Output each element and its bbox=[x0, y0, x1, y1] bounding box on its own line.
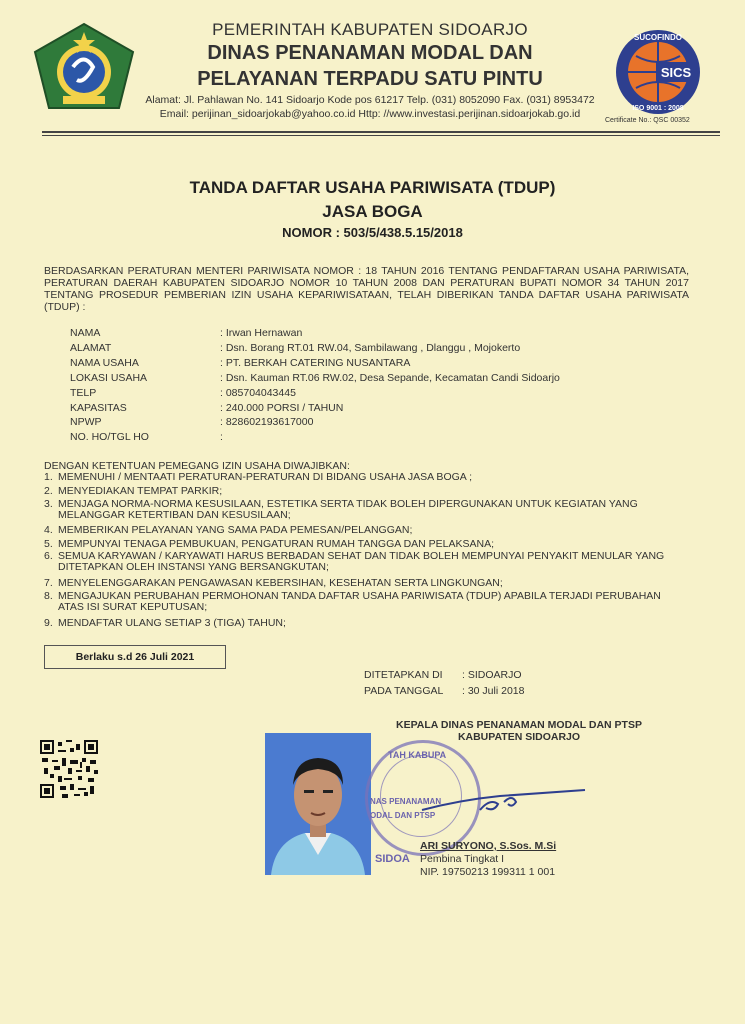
field-label: ALAMAT bbox=[70, 342, 112, 354]
field-value: : bbox=[220, 431, 223, 443]
field-row bbox=[70, 372, 670, 387]
condition-text: SEMUA KARYAWAN / KARYAWATI HARUS BERBADAN SEHAT DAN TIDAK BOLEH MEMPUNYAI PENYAKIT MENULAR YANG DITETAPKAN OLEH INSTANSI YANG BERSANGKUTAN; bbox=[58, 550, 665, 573]
condition-item bbox=[44, 472, 689, 484]
field-row bbox=[70, 387, 670, 402]
issued-date-value: : 30 Juli 2018 bbox=[462, 685, 525, 697]
field-label: TELP bbox=[70, 387, 97, 399]
field-label: KAPASITAS bbox=[70, 402, 127, 414]
condition-text: MEMPUNYAI TENAGA PEMBUKUAN, PENGATURAN RUMAH TANGGA DAN PELAKSANA; bbox=[58, 538, 495, 550]
condition-item bbox=[44, 618, 689, 630]
signatory-name: ARI SURYONO, S.Sos. M.Si bbox=[420, 840, 557, 852]
header-agency bbox=[150, 40, 590, 92]
sucofindo-logo bbox=[612, 28, 704, 118]
header-government: PEMERINTAH KABUPATEN SIDOARJO bbox=[212, 20, 528, 39]
condition-text: MENGAJUKAN PERUBAHAN PERMOHONAN TANDA DAFTAR USAHA PARIWISATA (TDUP) APABILA TERJADI PERUBAHAN ATAS ISI SURAT KEPUTUSAN; bbox=[58, 590, 661, 613]
condition-text: MEMENUHI / MENTAATI PERATURAN-PERATURAN DI BIDANG USAHA JASA BOGA ; bbox=[58, 471, 473, 483]
stamp-text-top: TAH KABUPA bbox=[388, 750, 447, 760]
document-number: NOMOR : 503/5/438.5.15/2018 bbox=[282, 225, 463, 240]
condition-number: 5. bbox=[44, 538, 53, 550]
header-divider bbox=[42, 131, 720, 133]
validity-box bbox=[44, 645, 226, 669]
header-email: Email: perijinan_sidoarjokab@yahoo.co.id Http: //www.investasi.perijinan.sidoarjokab.go.id bbox=[159, 108, 581, 120]
header-agency-line2: PELAYANAN TERPADU SATU PINTU bbox=[197, 68, 543, 90]
condition-item bbox=[44, 551, 689, 575]
condition-item bbox=[44, 499, 689, 523]
signatory-title bbox=[364, 719, 674, 743]
field-value: : Dsn. Kauman RT.06 RW.02, Desa Sepande, Kecamatan Candi Sidoarjo bbox=[220, 372, 560, 384]
cert-logo-top: SUCOFINDO bbox=[634, 33, 682, 42]
header-contact bbox=[120, 93, 620, 121]
stamp-text-mid2: ODAL DAN PTSP bbox=[370, 811, 436, 820]
stamp-text-mid1: NAS PENANAMAN bbox=[370, 797, 442, 806]
field-label: NPWP bbox=[70, 416, 102, 428]
condition-number: 9. bbox=[44, 617, 53, 629]
conditions-heading: DENGAN KETENTUAN PEMEGANG IZIN USAHA DIWAJIBKAN: bbox=[44, 460, 350, 472]
signatory-title-line1: KEPALA DINAS PENANAMAN MODAL DAN PTSP bbox=[396, 719, 642, 731]
field-value: : 085704043445 bbox=[220, 387, 296, 399]
signatory-nip: NIP. 19750213 199311 1 001 bbox=[420, 866, 556, 878]
document-subtitle: JASA BOGA bbox=[322, 202, 423, 221]
condition-number: 4. bbox=[44, 524, 53, 536]
field-row bbox=[70, 416, 670, 431]
field-label: LOKASI USAHA bbox=[70, 372, 148, 384]
issued-place-label: DITETAPKAN DI bbox=[364, 669, 443, 681]
cert-logo-mid: SICS bbox=[660, 65, 692, 80]
field-label: NAMA USAHA bbox=[70, 357, 139, 369]
field-row bbox=[70, 402, 670, 417]
applicant-photo bbox=[265, 733, 371, 875]
condition-number: 2. bbox=[44, 485, 53, 497]
condition-item bbox=[44, 486, 689, 498]
field-row bbox=[70, 342, 670, 357]
field-value: : Dsn. Borang RT.01 RW.04, Sambilawang , Dlanggu , Mojokerto bbox=[220, 342, 521, 354]
field-row bbox=[70, 431, 670, 446]
condition-number: 3. bbox=[44, 498, 53, 510]
field-value: : 828602193617000 bbox=[220, 416, 314, 428]
header-agency-line1: DINAS PENANAMAN MODAL DAN bbox=[207, 42, 533, 64]
qr-code bbox=[40, 740, 98, 798]
validity-text: Berlaku s.d 26 Juli 2021 bbox=[75, 651, 195, 663]
condition-text: MENYELENGGARAKAN PENGAWASAN KEBERSIHAN, KESEHATAN SERTA LINGKUNGAN; bbox=[58, 577, 503, 589]
intro-paragraph: BERDASARKAN PERATURAN MENTERI PARIWISATA NOMOR : 18 TAHUN 2016 TENTANG PENDAFTARAN USAHA PARIWISATA, PERATURAN DAERAH KABUPATEN SIDOARJO NOMOR 10 TAHUN 2008 DAN PERATURAN BUPATI NOMOR 34 TAHUN 2017 TENTANG PROSEDUR PEMBERIAN IZIN USAHA KEPARIWISATAAN, TELAH DIBERIKAN TANDA DAFTAR USAHA PARIWISATA (TDUP) : bbox=[44, 265, 689, 313]
field-label: NO. HO/TGL HO bbox=[70, 431, 149, 443]
condition-text: MEMBERIKAN PELAYANAN YANG SAMA PADA PEMESAN/PELANGGAN; bbox=[58, 524, 413, 536]
condition-number: 8. bbox=[44, 590, 53, 602]
field-value: : 240.000 PORSI / TAHUN bbox=[220, 402, 344, 414]
certificate-number: Certificate No.: QSC 00352 bbox=[605, 117, 690, 124]
condition-text: MENYEDIAKAN TEMPAT PARKIR; bbox=[58, 485, 223, 497]
condition-number: 1. bbox=[44, 471, 53, 483]
header-address: Alamat: Jl. Pahlawan No. 141 Sidoarjo Kode pos 61217 Telp. (031) 8052090 Fax. (031) 8953472 bbox=[145, 94, 595, 106]
condition-number: 6. bbox=[44, 550, 53, 562]
field-label: NAMA bbox=[70, 327, 101, 339]
stamp-text-bottom: SIDOA bbox=[375, 853, 410, 865]
condition-item bbox=[44, 591, 689, 615]
cert-logo-bottom: ISO 9001 : 2008 bbox=[632, 105, 684, 112]
condition-item bbox=[44, 578, 689, 590]
field-row bbox=[70, 327, 670, 342]
handwritten-signature bbox=[420, 780, 590, 820]
header-divider-thin bbox=[42, 135, 720, 136]
condition-text: MENJAGA NORMA-NORMA KESUSILAAN, ESTETIKA SERTA TIDAK BOLEH DIPERGUNAKAN UNTUK KEGIATAN YANG MELANGGAR KETERTIBAN DAN KESUSILAAN; bbox=[58, 498, 638, 521]
condition-item bbox=[44, 525, 689, 537]
signatory-title-line2: KABUPATEN SIDOARJO bbox=[457, 731, 581, 743]
issued-place-value: : SIDOARJO bbox=[462, 669, 522, 681]
condition-text: MENDAFTAR ULANG SETIAP 3 (TIGA) TAHUN; bbox=[58, 617, 286, 629]
issued-date-label: PADA TANGGAL bbox=[364, 685, 444, 697]
field-row bbox=[70, 357, 670, 372]
field-value: : PT. BERKAH CATERING NUSANTARA bbox=[220, 357, 411, 369]
signatory-rank: Pembina Tingkat I bbox=[420, 853, 505, 865]
document-title: TANDA DAFTAR USAHA PARIWISATA (TDUP) bbox=[189, 178, 556, 197]
field-value: : Irwan Hernawan bbox=[220, 327, 303, 339]
condition-number: 7. bbox=[44, 577, 53, 589]
